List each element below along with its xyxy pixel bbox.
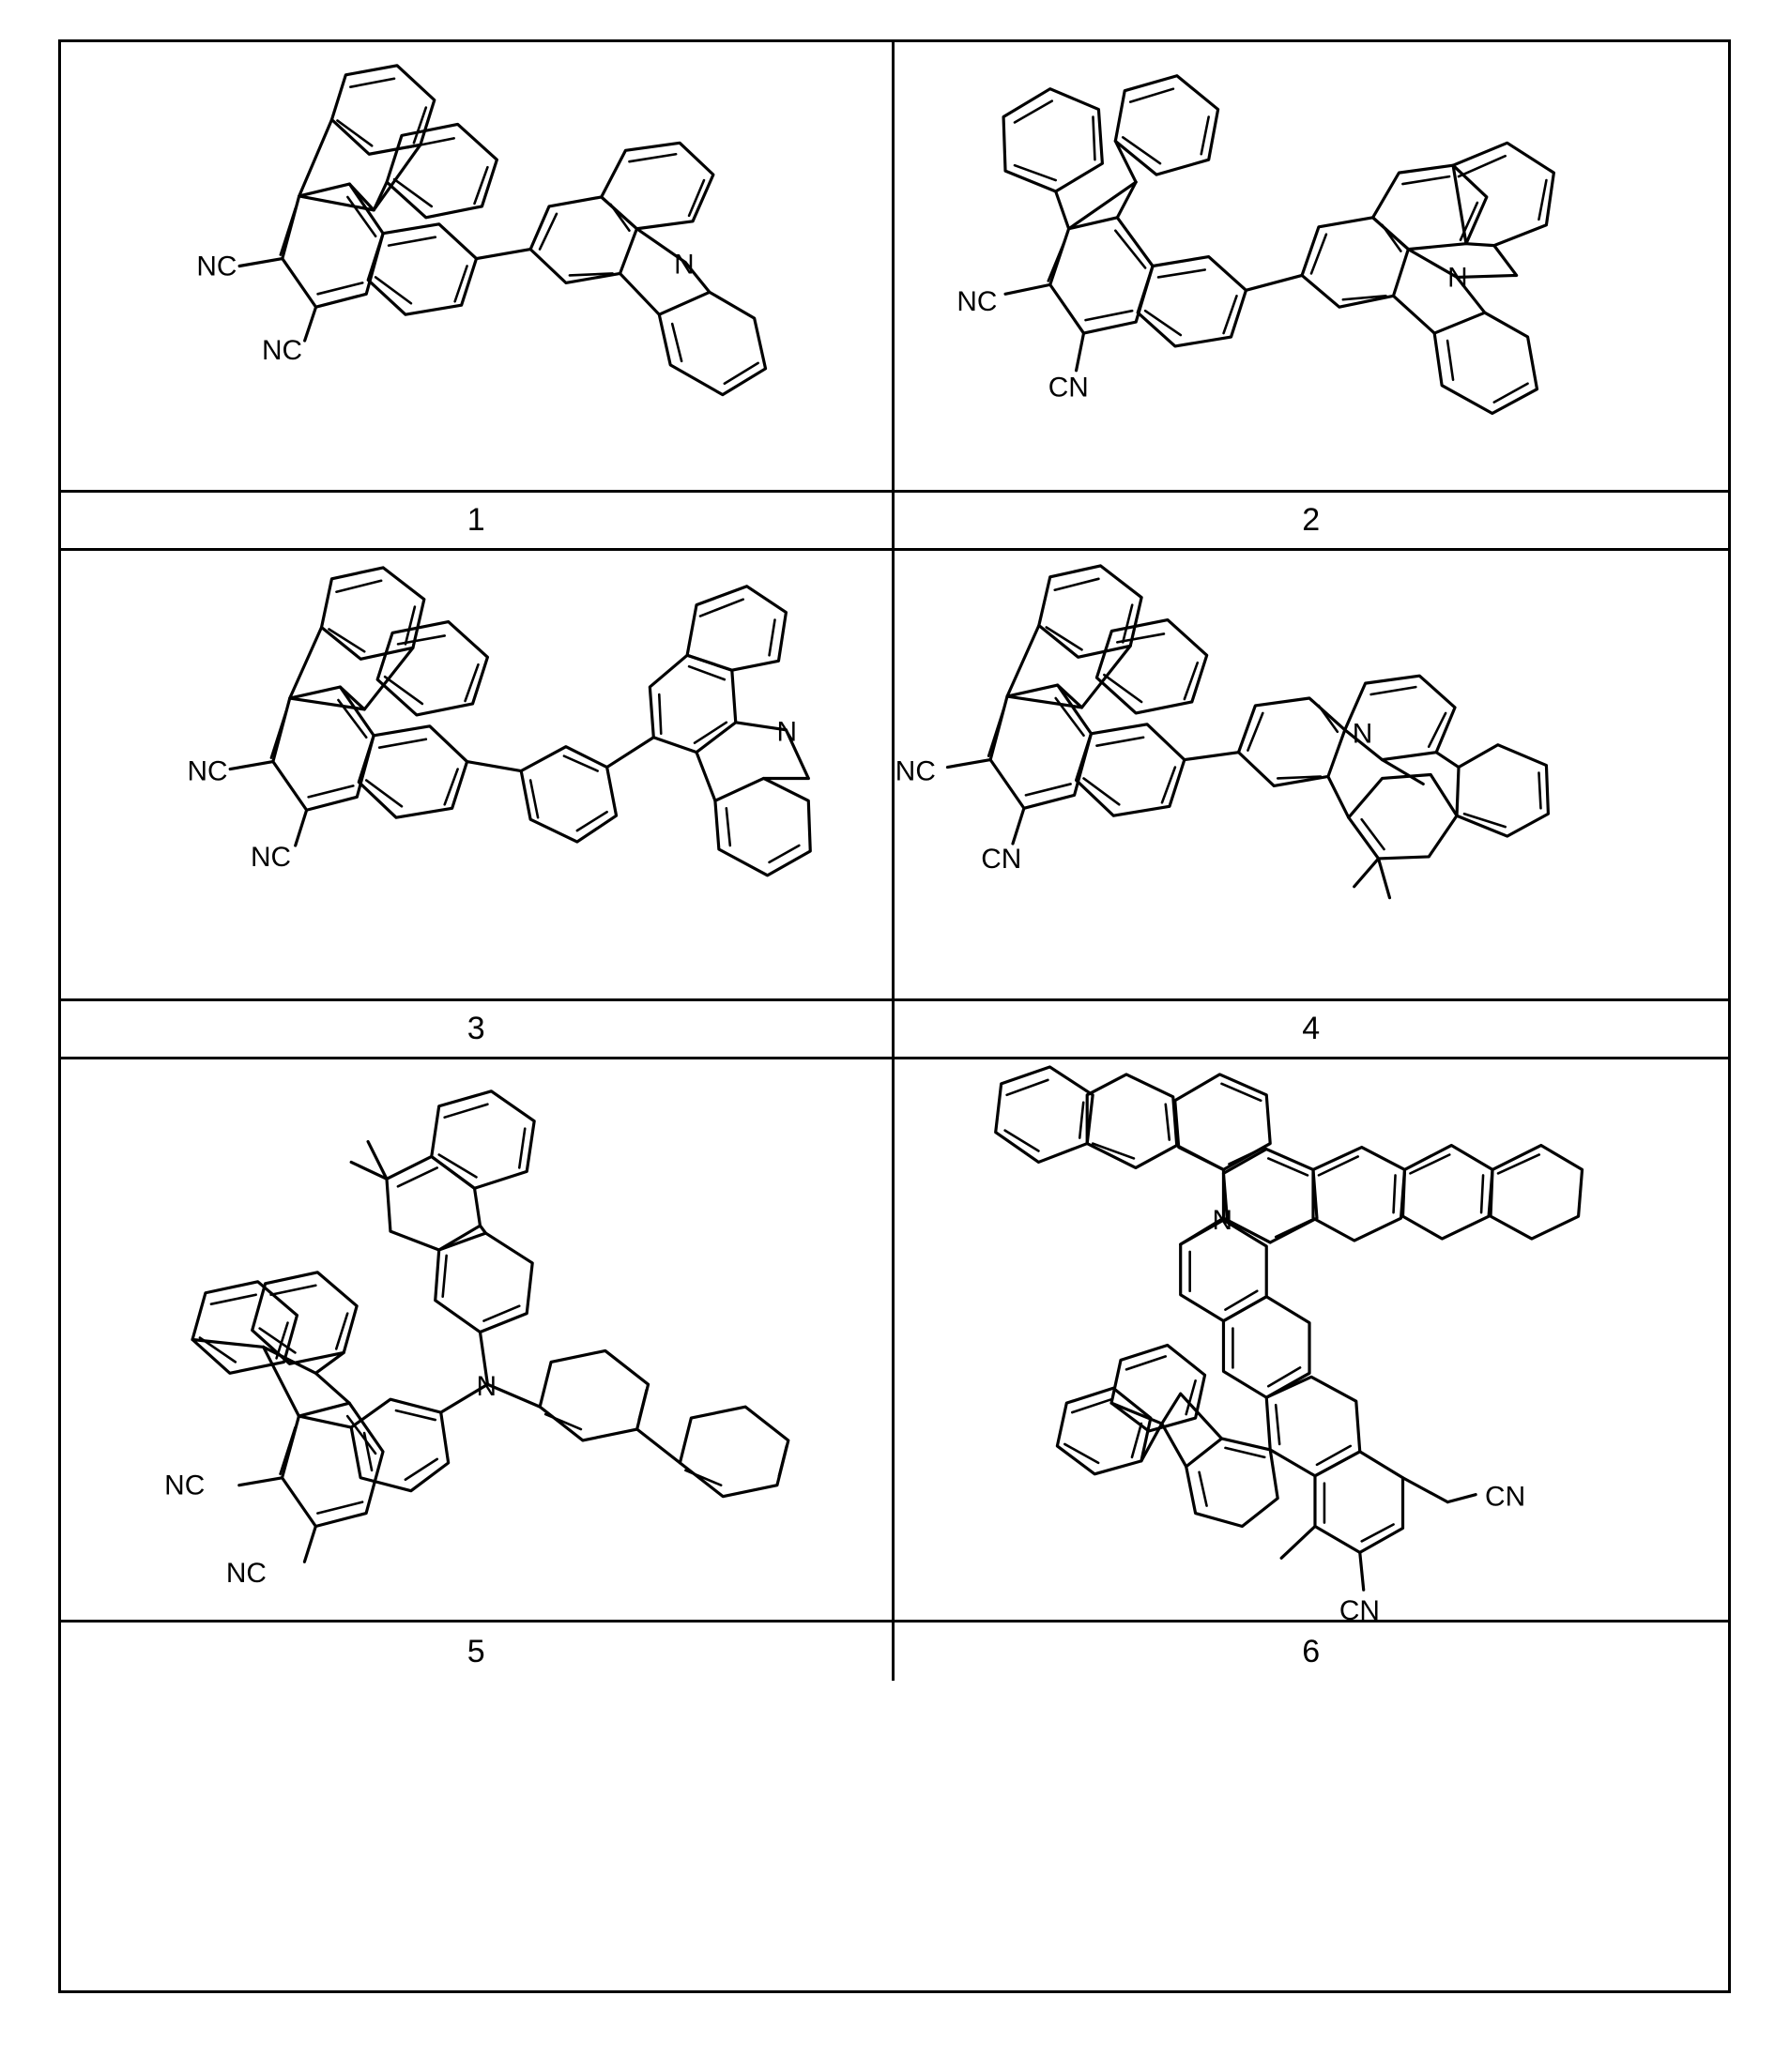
atom-label-n: N: [674, 249, 695, 281]
atom-label-cn-b: CN: [1339, 1595, 1380, 1620]
atom-label-cn-b: CN: [1048, 372, 1089, 404]
structure-drawing-2: [895, 42, 1728, 490]
structure-cell-6: [895, 1059, 1728, 1623]
structure-drawing-4: [895, 551, 1728, 998]
structure-cell-4: [895, 551, 1728, 1001]
structure-drawing-5: [61, 1059, 892, 1620]
structure-label-5: 5: [61, 1623, 895, 1681]
structure-cell-3: [61, 551, 895, 1001]
atom-label-nc-b: NC: [261, 334, 302, 366]
atom-label-nc-a: NC: [164, 1470, 206, 1501]
atom-label-n: N: [1212, 1205, 1233, 1237]
atom-label-nc-a: NC: [196, 251, 237, 282]
structure-label-6: 6: [1302, 1633, 1321, 1669]
structure-cell-1: [61, 42, 895, 493]
atom-label-cn-b: CN: [981, 843, 1022, 875]
atom-label-n: N: [1447, 262, 1468, 294]
structure-label-4: 4: [895, 1001, 1728, 1059]
structure-cell-5: [61, 1059, 895, 1623]
structure-label-3: 3: [61, 1001, 895, 1059]
structure-label-1: 1: [61, 493, 895, 551]
atom-label-n: N: [776, 716, 798, 748]
structure-drawing-1: [61, 42, 892, 490]
atom-label-nc-b: NC: [251, 841, 292, 873]
atom-label-nc-b: NC: [225, 1558, 267, 1590]
atom-label-n: N: [476, 1371, 497, 1403]
atom-label-cn-a: CN: [1485, 1481, 1526, 1513]
atom-label-nc-a: NC: [956, 286, 998, 318]
atom-label-nc-a: NC: [187, 755, 228, 787]
structure-cell-2: [895, 42, 1728, 493]
atom-label-nc-a: NC: [895, 755, 936, 787]
structure-grid: [58, 39, 1731, 1993]
structure-drawing-3: [61, 551, 892, 998]
structure-drawing-6: [895, 1059, 1728, 1620]
structure-label-2: 2: [895, 493, 1728, 551]
atom-label-n: N: [1352, 718, 1373, 750]
